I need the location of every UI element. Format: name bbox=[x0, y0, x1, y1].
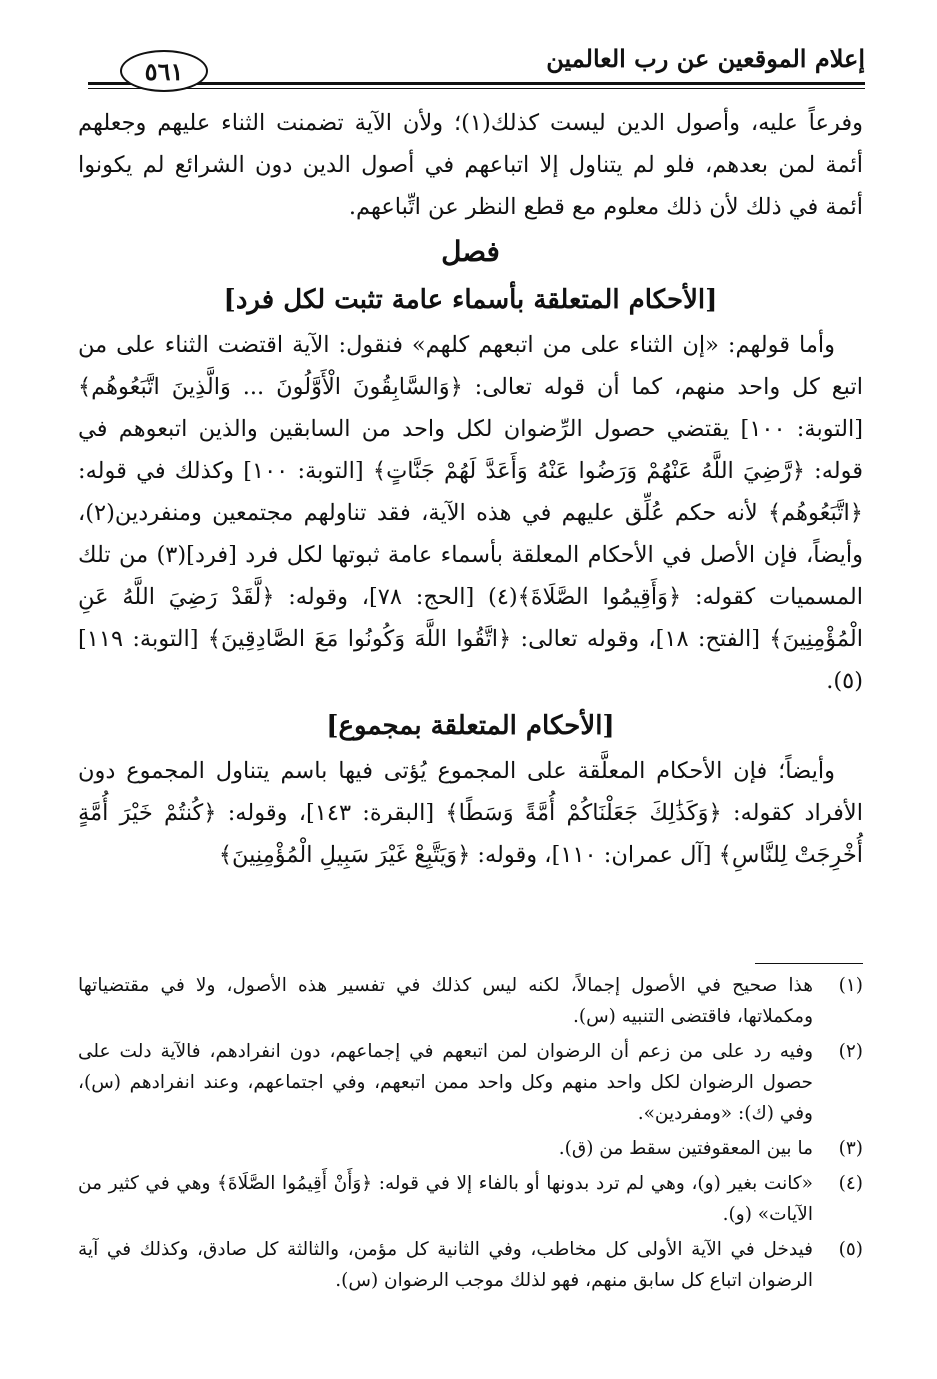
footnote-number: (٤) bbox=[838, 1173, 863, 1194]
footnote-text: وفيه رد على من زعم أن الرضوان لمن اتبعهم في إجماعهم، دون انفرادهم، فالآية دلت على حصول الرضوان لكل واحد منهم وكل واحد ممن اتبعهم، وفي اجتماعهم، وعند انفرادهم (س)، وفي (ك): «ومفردين». bbox=[78, 1041, 813, 1124]
footnote-text: «كانت بغير (و)، وهي لم ترد بدونها أو بالفاء إلا في قوله: ﴿وَأَنْ أَقِيمُوا الصَّلَاةَ﴾ وهي في كثير من الآيات» (و). bbox=[78, 1173, 813, 1225]
footnote-5 bbox=[78, 1234, 863, 1296]
paragraph-1: وفرعاً عليه، وأصول الدين ليست كذلك(١)؛ ولأن الآية تضمنت الثناء عليهم وجعلهم أئمة لمن بعدهم، فلو لم يتناول إلا اتباعهم في أصول الدين دون الشرائع لم يكونوا أئمة في ذلك لأن ذلك معلوم مع قطع النظر عن اتِّباعهم. bbox=[78, 110, 863, 220]
running-title: إعلام الموقعين عن رب العالمين bbox=[546, 44, 865, 73]
footnote-number: (٢) bbox=[838, 1041, 863, 1062]
paragraph-3: وأيضاً؛ فإن الأحكام المعلَّقة على المجموع يُؤتى فيها باسم يتناول المجموع دون الأفراد كقوله: ﴿وَكَذَٰلِكَ جَعَلْنَاكُمْ أُمَّةً وَسَطًا﴾ [البقرة: ١٤٣]، وقوله: ﴿كُنتُمْ خَيْرَ أُمَّةٍ أُخْرِجَتْ لِلنَّاسِ﴾ [آل عمران: ١١٠]، وقوله: ﴿وَيَتَّبِعْ غَيْرَ سَبِيلِ الْمُؤْمِنِينَ﴾ bbox=[78, 758, 863, 868]
footnote-3 bbox=[78, 1133, 863, 1164]
footnote-number: (٥) bbox=[838, 1239, 863, 1260]
page-number-badge: ٥٦١ bbox=[120, 50, 208, 92]
footnote-text: ما بين المعقوفتين سقط من (ق). bbox=[558, 1138, 813, 1159]
footnote-4 bbox=[78, 1168, 863, 1230]
subheading-collective: [الأحكام المتعلقة بمجموع] bbox=[326, 711, 615, 741]
footnote-1 bbox=[78, 970, 863, 1032]
footnote-text: فيدخل في الآية الأولى كل مخاطب، وفي الثانية كل مؤمن، والثالثة كل صادق، وكذلك في آية الرضوان اتباع كل سابق منهم، فهو لذلك موجب الرضوان (س). bbox=[78, 1239, 813, 1291]
footnotes bbox=[78, 970, 863, 1300]
paragraph-2: وأما قولهم: «إن الثناء على من اتبعهم كلهم» فنقول: الآية اقتضت الثناء على من اتبع كل واحد منهم، كما أن قوله تعالى: ﴿وَالسَّابِقُونَ الْأَوَّلُونَ ... وَالَّذِينَ اتَّبَعُوهُم﴾ [التوبة: ١٠٠] يقتضي حصول الرِّضوان لكل واحد من السابقين والذين اتبعوهم في قوله: ﴿رَّضِيَ اللَّهُ عَنْهُمْ وَرَضُوا عَنْهُ وَأَعَدَّ لَهُمْ جَنَّاتٍ﴾ [التوبة: ١٠٠] وكذلك في قوله: ﴿اتَّبَعُوهُم﴾ لأنه حكم عُلِّق عليهم في هذه الآية، فقد تناولهم مجتمعين ومنفردين(٢)، وأيضاً، فإن الأصل في الأحكام المعلقة بأسماء عامة ثبوتها لكل فرد [فرد](٣) من تلك المسميات كقوله: ﴿وَأَقِيمُوا الصَّلَاةَ﴾(٤) [الحج: ٧٨]، وقوله: ﴿لَّقَدْ رَضِيَ اللَّهُ عَنِ الْمُؤْمِنِينَ﴾ [الفتح: ١٨]، وقوله تعالى: ﴿اتَّقُوا اللَّهَ وَكُونُوا مَعَ الصَّادِقِينَ﴾ [التوبة: ١١٩](٥). bbox=[78, 332, 864, 694]
header-rule bbox=[88, 82, 865, 85]
footnote-number: (٣) bbox=[838, 1138, 863, 1159]
footnote-number: (١) bbox=[838, 975, 863, 996]
subheading-general-names: [الأحكام المتعلقة بأسماء عامة تثبت لكل فرد] bbox=[223, 285, 718, 315]
footnote-2 bbox=[78, 1036, 863, 1129]
section-heading-fasl: فصل bbox=[441, 235, 500, 268]
header-rule-thin bbox=[88, 88, 865, 89]
footnote-text: هذا صحيح في الأصول إجمالاً، لكنه ليس كذلك في تفسير هذه الأصول، ولا في مقتضياتها ومكملاتها، فاقتضى التنبيه (س). bbox=[78, 975, 813, 1027]
footnote-separator bbox=[755, 963, 863, 964]
main-text bbox=[78, 102, 863, 876]
